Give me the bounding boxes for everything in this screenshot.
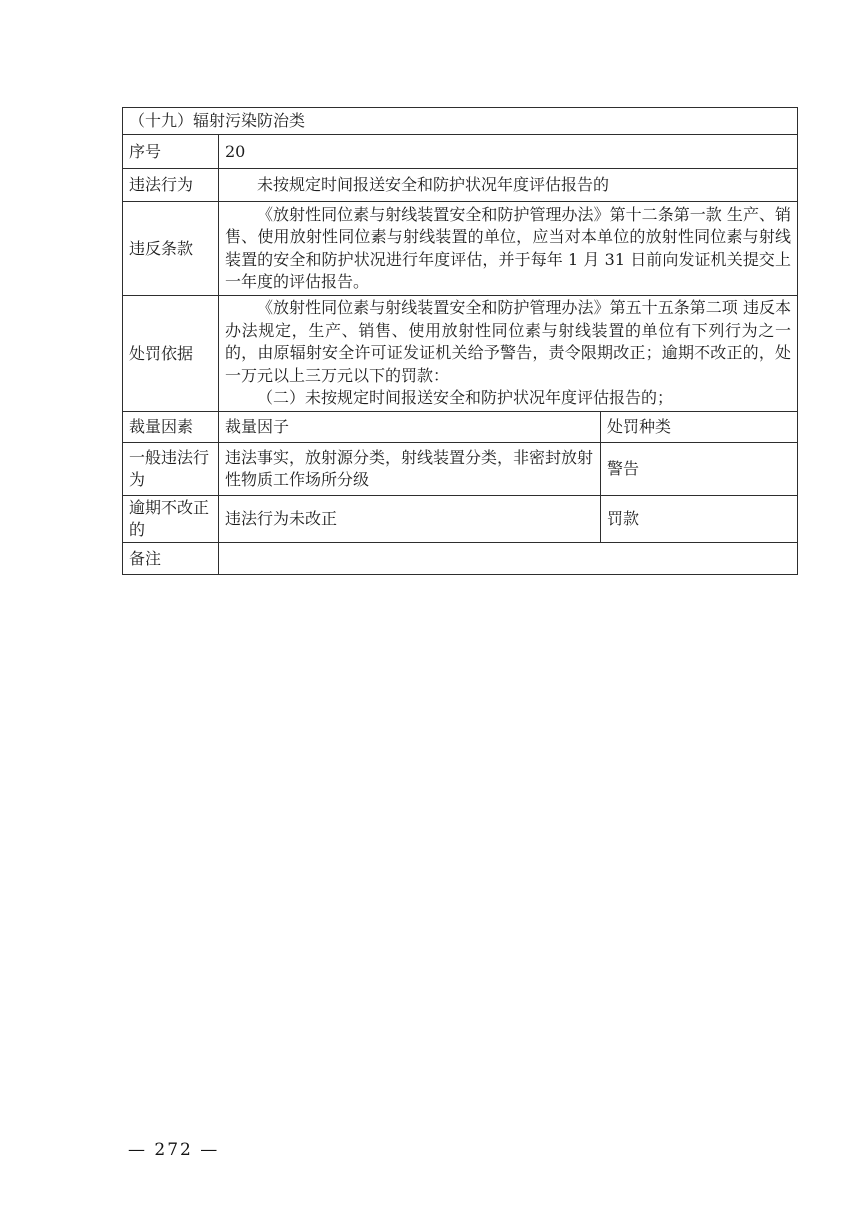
discretion-factor-header: 裁量因素 xyxy=(123,412,219,443)
discretion-header-row xyxy=(123,412,798,443)
general-violation-penalty: 警告 xyxy=(601,443,798,496)
general-violation-factor: 一般违法行为 xyxy=(123,443,219,496)
remark-label: 备注 xyxy=(123,543,219,575)
penalty-basis-row xyxy=(123,296,798,412)
violated-clause-value xyxy=(219,202,798,296)
penalty-basis-paragraph-2: （二）未按规定时间报送安全和防护状况年度评估报告的； xyxy=(257,388,674,408)
overdue-uncorrected-penalty: 罚款 xyxy=(601,496,798,543)
serial-number-value: 20 xyxy=(219,135,798,169)
penalty-type-header: 处罚种类 xyxy=(601,412,798,443)
page-number: — 272 — xyxy=(128,1140,220,1160)
penalty-basis-value xyxy=(219,296,798,412)
overdue-uncorrected-factor: 逾期不改正的 xyxy=(123,496,219,543)
category-header: （十九）辐射污染防治类 xyxy=(123,108,798,135)
illegal-conduct-row xyxy=(123,169,798,202)
illegal-conduct-value xyxy=(219,169,798,202)
illegal-conduct-text: 未按规定时间报送安全和防护状况年度评估报告的 xyxy=(257,175,610,194)
penalty-basis-paragraph-1: 《放射性同位素与射线装置安全和防护管理办法》第五十五条第二项 违反本办法规定，生产、销售、使用放射性同位素与射线装置的单位有下列行为之一的，由原辐射安全许可证发证机关给予警告，责令限期改正；逾期不改正的，处一万元以上三万元以下的罚款： xyxy=(225,298,792,385)
remark-row xyxy=(123,543,798,575)
overdue-uncorrected-criteria: 违法行为未改正 xyxy=(219,496,601,543)
penalty-basis-label: 处罚依据 xyxy=(123,296,219,412)
violated-clause-row xyxy=(123,202,798,296)
illegal-conduct-label: 违法行为 xyxy=(123,169,219,202)
general-violation-row xyxy=(123,443,798,496)
violated-clause-label: 违反条款 xyxy=(123,202,219,296)
serial-number-row xyxy=(123,135,798,169)
general-violation-criteria: 违法事实，放射源分类，射线装置分类，非密封放射性物质工作场所分级 xyxy=(219,443,601,496)
category-row xyxy=(123,108,798,135)
remark-value xyxy=(219,543,798,575)
serial-number-label: 序号 xyxy=(123,135,219,169)
discretion-criteria-header: 裁量因子 xyxy=(219,412,601,443)
overdue-uncorrected-row xyxy=(123,496,798,543)
violation-table xyxy=(122,107,798,575)
violated-clause-text: 《放射性同位素与射线装置安全和防护管理办法》第十二条第一款 生产、销售、使用放射性同位素与射线装置的单位，应当对本单位的放射性同位素与射线装置的安全和防护状况进行年度评估，并于每年 1 月 31 日前向发证机关提交上一年度的评估报告。 xyxy=(225,204,792,291)
